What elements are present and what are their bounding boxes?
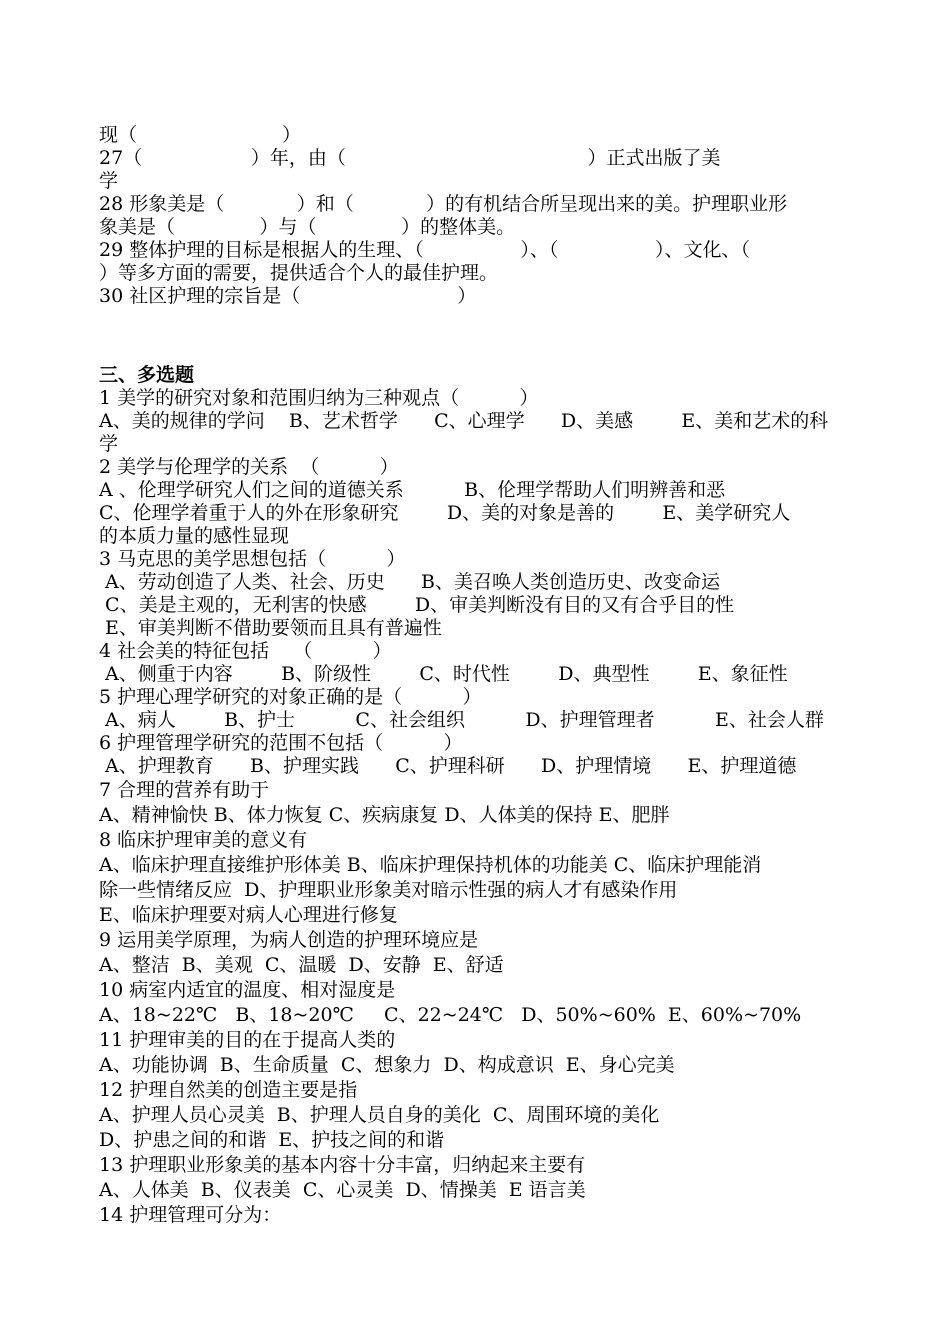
question-line: 10 病室内适宜的温度、相对湿度是 [99, 979, 396, 1001]
text-line: 现（ ） [99, 124, 301, 146]
section-heading: 三、多选题 [99, 364, 195, 386]
option-line: A、人体美 B、仪表美 C、心灵美 D、情操美 E 语言美 [99, 1179, 586, 1201]
option-line: A、18~22℃ B、18~20℃ C、22~24℃ D、50%~60% E、60%~70% [99, 1004, 802, 1026]
option-line: A、护理教育 B、护理实践 C、护理科研 D、护理情境 E、护理道德 [99, 755, 797, 777]
question-line: 1 美学的研究对象和范围归纳为三种观点（ ） [99, 387, 539, 409]
option-line: A、护理人员心灵美 B、护理人员自身的美化 C、周围环境的美化 [99, 1104, 660, 1126]
question-line: 11 护理审美的目的在于提高人类的 [99, 1029, 396, 1051]
text-line: 象美是（ ）与（ ）的整体美。 [99, 216, 516, 238]
question-line: 12 护理自然美的创造主要是指 [99, 1079, 358, 1101]
option-line: A、临床护理直接维护形体美 B、临床护理保持机体的功能美 C、临床护理能消 [99, 854, 762, 876]
question-line: 8 临床护理审美的意义有 [99, 829, 308, 851]
option-line: A、整洁 B、美观 C、温暖 D、安静 E、舒适 [99, 954, 504, 976]
text-line: 27（ ）年，由（ ）正式出版了美 [99, 147, 721, 169]
question-line: 2 美学与伦理学的关系 （ ） [99, 456, 399, 478]
option-line: E、临床护理要对病人心理进行修复 [99, 904, 398, 926]
text-line: ）等多方面的需要，提供适合个人的最佳护理。 [99, 262, 499, 284]
option-line: C、伦理学着重于人的外在形象研究 D、美的对象是善的 E、美学研究人 [99, 502, 791, 524]
question-line: 9 运用美学原理，为病人创造的护理环境应是 [99, 929, 479, 951]
option-line: E、审美判断不借助要领而且具有普遍性 [99, 617, 442, 639]
question-line: 5 护理心理学研究的对象正确的是（ ） [99, 686, 482, 708]
option-line: A、劳动创造了人类、社会、历史 B、美召唤人类创造历史、改变命运 [99, 571, 720, 593]
section-spacer [99, 308, 855, 364]
option-line: 学 [99, 433, 119, 455]
document-page [99, 124, 855, 1228]
text-line: 28 形象美是（ ）和（ ）的有机结合所呈现出来的美。护理职业形 [99, 193, 788, 215]
option-line: 的本质力量的感性显现 [99, 525, 290, 547]
text-line: 30 社区护理的宗旨是（ ） [99, 285, 477, 307]
question-line: 14 护理管理可分为： [99, 1204, 282, 1226]
question-line: 4 社会美的特征包括 （ ） [99, 640, 392, 662]
fill-in-section [99, 124, 855, 308]
option-line: A、美的规律的学问 B、艺术哲学 C、心理学 D、美感 E、美和艺术的科 [99, 410, 829, 432]
option-line: D、护患之间的和谐 E、护技之间的和谐 [99, 1129, 445, 1151]
option-line: A、侧重于内容 B、阶级性 C、时代性 D、典型性 E、象征性 [99, 663, 788, 685]
option-line: C、美是主观的，无利害的快感 D、审美判断没有目的又有合乎目的性 [99, 594, 735, 616]
text-line: 学 [99, 170, 119, 192]
question-line: 7 合理的营养有助于 [99, 779, 270, 801]
text-line: 29 整体护理的目标是根据人的生理、（ ）、（ ）、文化、（ [99, 239, 750, 261]
option-line: A、病人 B、护士 C、社会组织 D、护理管理者 E、社会人群 [99, 709, 824, 731]
question-line: 13 护理职业形象美的基本内容十分丰富，归纳起来主要有 [99, 1154, 586, 1176]
question-line: 3 马克思的美学思想包括（ ） [99, 548, 406, 570]
option-line: A、功能协调 B、生命质量 C、想象力 D、构成意识 E、身心完美 [99, 1054, 675, 1076]
option-line: A、精神愉快 B、体力恢复 C、疾病康复 D、人体美的保持 E、肥胖 [99, 804, 670, 826]
option-line: A 、伦理学研究人们之间的道德关系 B、伦理学帮助人们明辨善和恶 [99, 479, 726, 501]
option-line: 除一些情绪反应 D、护理职业形象美对暗示性强的病人才有感染作用 [99, 879, 678, 901]
question-line: 6 护理管理学研究的范围不包括（ ） [99, 732, 463, 754]
multi-choice-section [99, 364, 855, 1228]
